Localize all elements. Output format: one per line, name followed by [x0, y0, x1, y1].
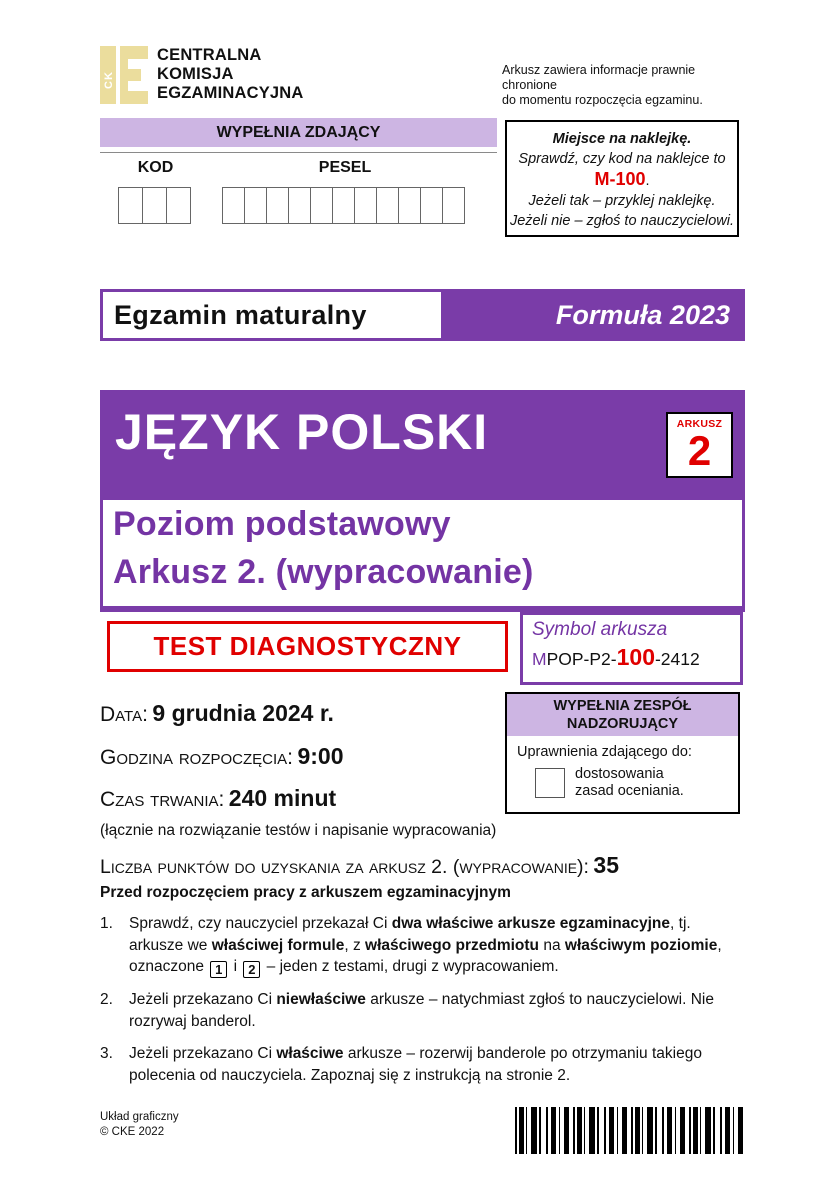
arkusz-number: 2 [687, 427, 712, 474]
digit-cell[interactable] [442, 187, 465, 224]
grading-adjustment-checkbox[interactable] [535, 768, 565, 798]
digit-cell[interactable] [266, 187, 289, 224]
digit-cell[interactable] [288, 187, 311, 224]
duration-value: 240 minut [228, 785, 337, 811]
date-value: 9 grudnia 2024 r. [152, 700, 334, 726]
digit-cell[interactable] [142, 187, 167, 224]
diagnostic-test-box [107, 621, 508, 672]
sticker-title: Miejsce na naklejkę. [552, 131, 692, 147]
exam-name: Egzamin maturalny [114, 299, 367, 330]
exam-name-box [103, 292, 441, 338]
organization-name: CENTRALNA KOMISJA EGZAMINACYJNA [157, 46, 304, 102]
logo-letters: CK [103, 71, 115, 89]
start-time-value: 9:00 [297, 743, 344, 769]
kod-cells [118, 187, 191, 224]
band-divider [100, 152, 497, 153]
instructions [100, 884, 748, 1086]
duration-label: Czas trwania: [100, 788, 225, 811]
instruction-item-2: 2. Jeżeli przekazano Ci niewłaściwe arkusze – natychmiast zgłoś to nauczycielowi. Nie rozrywaj banderol. [100, 991, 714, 1030]
duration-line [100, 785, 336, 812]
instruction-item-3: 3. Jeżeli przekazano Ci właściwe arkusze – rozerwij banderole po otrzymaniu takiego polecenia od nauczyciela. Zapoznaj się z instrukcją na stronie 2. [100, 1045, 702, 1084]
date-label: Data: [100, 703, 148, 726]
sticker-check-line: Sprawdź, czy kod na naklejce to [518, 151, 726, 167]
candidate-band-title: WYPEŁNIA ZDAJĄCY [100, 118, 497, 147]
sticker-code: M-100 [594, 169, 646, 189]
supervisor-box-title: WYPEŁNIA ZESPÓŁ NADZORUJĄCY [507, 694, 738, 736]
digit-cell[interactable] [332, 187, 355, 224]
sheet-symbol-title: Symbol arkusza [532, 619, 668, 640]
supervisor-box-body [507, 736, 738, 812]
digit-cell[interactable] [354, 187, 377, 224]
start-time-label: Godzina rozpoczęcia: [100, 746, 294, 769]
digit-cell[interactable] [398, 187, 421, 224]
sheet-symbol-box [520, 612, 743, 685]
points-label: Liczba punktów do uzyskania za arkusz 2. (wypracowanie): [100, 856, 589, 878]
grading-adjustment-label: dostosowania zasad oceniania. [575, 766, 684, 799]
digit-cell[interactable] [118, 187, 143, 224]
points-value: 35 [593, 852, 619, 878]
sheet-symbol-code: MPOP-P2-100-2412 [532, 644, 700, 670]
date-line [100, 700, 334, 727]
start-time-line [100, 743, 344, 770]
entitlement-label: Uprawnienia zdającego do: [517, 744, 692, 760]
digit-cell[interactable] [166, 187, 191, 224]
pesel-cells [222, 187, 465, 224]
level-box [103, 500, 742, 606]
instructions-heading: Przed rozpoczęciem pracy z arkuszem egzaminacyjnym [100, 884, 511, 901]
cke-logo-icon [100, 46, 148, 104]
exam-banner [100, 289, 745, 341]
subject-title-block [100, 390, 745, 612]
duration-note: (łącznie na rozwiązanie testów i napisanie wypracowania) [100, 822, 497, 839]
pesel-label: PESEL [318, 159, 372, 176]
sticker-box: Miejsce na naklejkę. Sprawdź, czy kod na naklejce to M-100. Jeżeli tak – przyklej naklejkę. Jeżeli nie – zgłoś to nauczycielowi. [505, 120, 739, 237]
formula-label: Formuła 2023 [555, 299, 730, 330]
instruction-item-1: 1. Sprawdź, czy nauczyciel przekazał Ci dwa właściwe arkusze egzaminacyjne, tj. arkusze we właściwej formule, z właściwego przedmiotu na właściwym poziomie, oznaczone 1 i 2 – jeden z testami, drugi z wypracowaniem. [100, 915, 722, 977]
barcode [515, 1107, 745, 1154]
cke-logo [100, 46, 304, 104]
subject-title: JĘZYK POLSKI [115, 404, 489, 460]
digit-cell[interactable] [244, 187, 267, 224]
level-line1: Poziom podstawowy [113, 505, 451, 543]
level-line2: Arkusz 2. (wypracowanie) [113, 553, 534, 591]
supervisor-box [505, 692, 740, 814]
digit-cell[interactable] [376, 187, 399, 224]
diagnostic-test-label: TEST DIAGNOSTYCZNY [153, 631, 462, 661]
kod-label: KOD [137, 159, 174, 176]
points-line [100, 852, 619, 879]
digit-cell[interactable] [222, 187, 245, 224]
arkusz-label: ARKUSZ [676, 418, 723, 430]
sticker-code-line: M-100. [594, 169, 650, 189]
digit-cell[interactable] [420, 187, 443, 224]
copyright: Układ graficzny © CKE 2022 [100, 1111, 179, 1138]
digit-cell[interactable] [310, 187, 333, 224]
legal-notice: Arkusz zawiera informacje prawnie chronione do momentu rozpoczęcia egzaminu. [502, 63, 703, 107]
arkusz-number-box [666, 412, 733, 478]
